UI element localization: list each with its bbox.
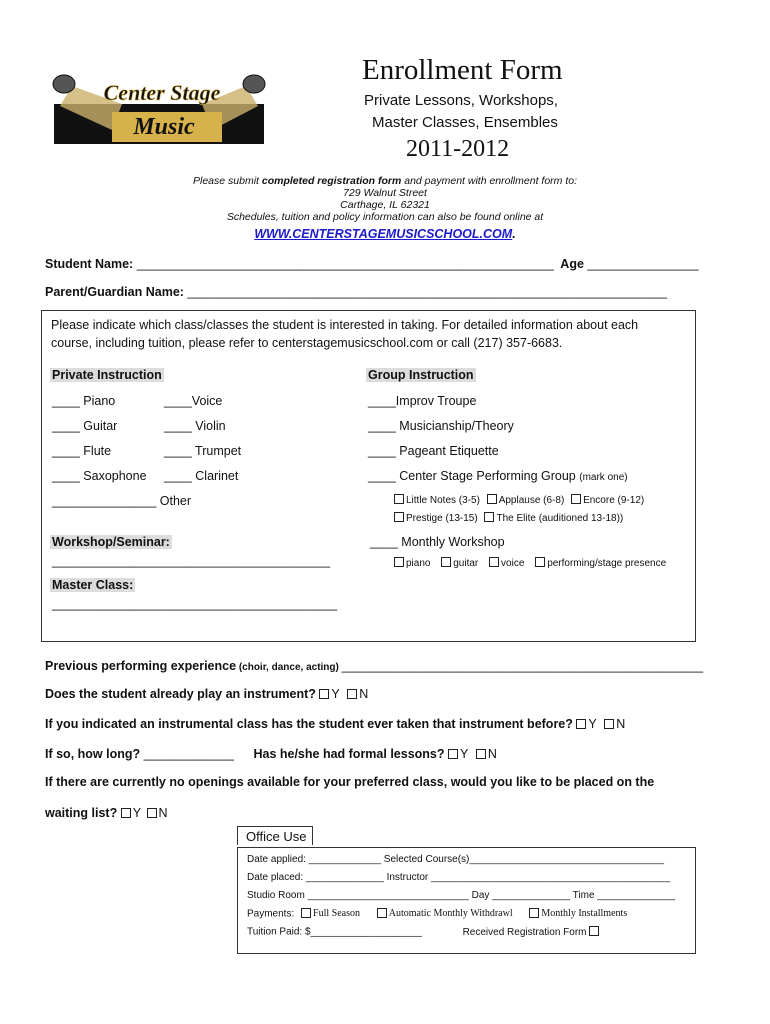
checkbox-icon <box>489 557 499 567</box>
question-waiting-list-1: If there are currently no openings available for your preferred class, would you like to be placed on the <box>45 775 655 789</box>
checkbox-icon <box>394 512 404 522</box>
q5-yes[interactable]: Y <box>121 806 141 820</box>
office-row-2: Date placed: ______________ Instructor ___________________________________________ <box>247 872 671 883</box>
private-guitar[interactable]: ____ Guitar <box>52 419 118 433</box>
ensemble-elite[interactable]: The Elite (auditioned 13-18)) <box>484 513 623 524</box>
address-line-1: 729 Walnut Street <box>343 187 427 199</box>
checkbox-icon <box>604 719 614 729</box>
address-line-2: Carthage, IL 62321 <box>340 199 430 211</box>
tuition-paid-field[interactable]: Tuition Paid: $____________________ <box>247 926 422 938</box>
student-name-row: Student Name: ____________________________________________________________ Age ________________ <box>45 257 699 271</box>
payment-full-season[interactable]: Full Season <box>301 908 360 919</box>
monthly-workshop[interactable]: ____ Monthly Workshop <box>370 535 505 549</box>
checkbox-icon <box>394 494 404 504</box>
question-how-long: If so, how long? _____________ Has he/she had formal lessons? Y N <box>45 747 497 761</box>
classes-intro-1: Please indicate which class/classes the student is interested in taking. For detailed information about each <box>51 318 639 332</box>
option-voice[interactable]: voice <box>489 558 524 569</box>
option-performing[interactable]: performing/stage presence <box>535 558 666 569</box>
private-clarinet[interactable]: ____ Clarinet <box>164 469 239 483</box>
q3-no[interactable]: N <box>476 747 497 761</box>
prev-experience-field[interactable]: ____________________________________________________ <box>341 659 704 673</box>
instructions-line-1: Please submit completed registration form and payment with enrollment form to: <box>193 175 577 187</box>
ensemble-prestige[interactable]: Prestige (13-15) <box>394 513 478 524</box>
received-form[interactable]: Received Registration Form <box>463 927 602 938</box>
ensemble-row-2 <box>394 512 623 524</box>
group-musicianship[interactable]: ____ Musicianship/Theory <box>368 419 514 433</box>
office-payments-row: Payments: Full Season Automatic Monthly Withdrawl Monthly Installments <box>247 908 628 920</box>
student-name-field[interactable]: ____________________________________________________________ <box>136 257 554 271</box>
private-heading: Private Instruction <box>52 368 162 382</box>
office-row-3: Studio Room _____________________________ Day ______________ Time ______________ <box>247 890 676 901</box>
checkbox-icon <box>487 494 497 504</box>
instructions-line-4: Schedules, tuition and policy information can also be found online at <box>226 211 544 223</box>
master-class-heading: Master Class: <box>52 578 134 592</box>
checkbox-icon <box>484 512 494 522</box>
q2-no[interactable]: N <box>604 717 625 731</box>
checkbox-icon <box>441 557 451 567</box>
private-piano[interactable]: ____ Piano <box>52 394 116 408</box>
question-plays-instrument: Does the student already play an instrument? Y N <box>45 687 369 701</box>
group-pageant[interactable]: ____ Pageant Etiquette <box>368 444 499 458</box>
option-guitar[interactable]: guitar <box>441 558 478 569</box>
checkbox-icon <box>448 749 458 759</box>
group-performing[interactable]: ____ Center Stage Performing Group (mark one) <box>368 469 628 483</box>
checkbox-icon <box>571 494 581 504</box>
workshop-field[interactable]: ________________________________________ <box>52 554 331 568</box>
workshop-heading: Workshop/Seminar: <box>52 535 170 549</box>
ensemble-encore[interactable]: Encore (9-12) <box>571 495 644 506</box>
form-subtitle-1: Private Lessons, Workshops, <box>364 92 558 109</box>
question-taken-before: If you indicated an instrumental class has the student ever taken that instrument before? Y N <box>45 717 626 731</box>
checkbox-icon <box>377 908 387 918</box>
checkbox-icon <box>535 557 545 567</box>
ensemble-row-1 <box>394 494 644 506</box>
checkbox-icon <box>394 557 404 567</box>
ensemble-applause[interactable]: Applause (6-8) <box>487 495 565 506</box>
how-long-field[interactable]: _____________ <box>143 747 234 761</box>
office-row-1: Date applied: _____________ Selected Course(s)___________________________________ <box>247 854 665 865</box>
q1-no[interactable]: N <box>347 687 368 701</box>
q5-no[interactable]: N <box>147 806 168 820</box>
svg-text:Center Stage: Center Stage <box>103 80 221 105</box>
age-field[interactable]: ________________ <box>587 257 699 271</box>
checkbox-icon <box>589 926 599 936</box>
logo <box>52 72 266 146</box>
checkbox-icon <box>476 749 486 759</box>
group-heading: Group Instruction <box>368 368 474 382</box>
classes-intro-2: course, including tuition, please refer to centerstagemusicschool.com or call (217) 357-6683. <box>51 336 563 350</box>
q3-yes[interactable]: Y <box>448 747 468 761</box>
parent-name-row: Parent/Guardian Name: _____________________________________________________________________ <box>45 285 668 299</box>
private-voice[interactable]: ____Voice <box>164 394 223 408</box>
private-saxophone[interactable]: ____ Saxophone <box>52 469 147 483</box>
ensemble-little-notes[interactable]: Little Notes (3-5) <box>394 495 480 506</box>
form-title: Enrollment Form <box>362 54 563 86</box>
option-piano[interactable]: piano <box>394 558 430 569</box>
checkbox-icon <box>121 808 131 818</box>
checkbox-icon <box>576 719 586 729</box>
checkbox-icon <box>347 689 357 699</box>
private-other[interactable]: _______________ Other <box>52 494 192 508</box>
payment-auto-withdraw[interactable]: Automatic Monthly Withdrawl <box>377 908 513 919</box>
website-link[interactable]: WWW.CENTERSTAGEMUSICSCHOOL.COM <box>254 227 513 241</box>
checkbox-icon <box>301 908 311 918</box>
private-trumpet[interactable]: ____ Trumpet <box>164 444 242 458</box>
question-waiting-list-2: waiting list? Y N <box>45 806 168 820</box>
svg-text:Music: Music <box>133 114 195 140</box>
checkbox-icon <box>529 908 539 918</box>
parent-name-field[interactable]: _____________________________________________________________________ <box>187 285 668 299</box>
checkbox-icon <box>147 808 157 818</box>
q2-yes[interactable]: Y <box>576 717 596 731</box>
office-use-title: Office Use <box>237 826 313 845</box>
q1-yes[interactable]: Y <box>319 687 339 701</box>
private-violin[interactable]: ____ Violin <box>164 419 226 433</box>
prev-experience-row: Previous performing experience (choir, dance, acting) ____________________________________________________ <box>45 659 704 673</box>
master-class-field[interactable]: _________________________________________ <box>52 597 338 611</box>
payment-installments[interactable]: Monthly Installments <box>529 908 627 919</box>
workshop-options <box>394 557 666 569</box>
office-tuition-row <box>247 926 601 938</box>
checkbox-icon <box>319 689 329 699</box>
form-subtitle-2: Master Classes, Ensembles <box>372 114 558 131</box>
logo-graphic <box>52 72 266 146</box>
website-line: WWW.CENTERSTAGEMUSICSCHOOL.COM. <box>254 227 516 241</box>
form-year: 2011-2012 <box>406 136 510 162</box>
group-improv[interactable]: ____Improv Troupe <box>368 394 477 408</box>
private-flute[interactable]: ____ Flute <box>52 444 112 458</box>
